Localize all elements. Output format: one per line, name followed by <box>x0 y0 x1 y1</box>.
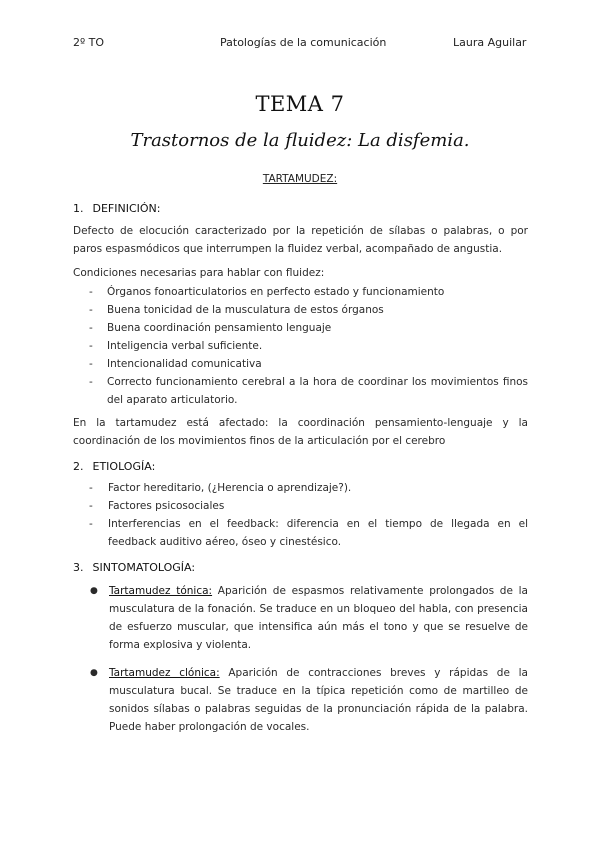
list-item: - Interferencias en el feedback: diferencia en el tiempo de llegada en el feedback auditivo aéreo, óseo y cinestésico. <box>73 515 528 551</box>
list-item: - Factor hereditario, (¿Herencia o aprendizaje?). <box>73 479 528 497</box>
topic-heading: TARTAMUDEZ: <box>262 173 338 185</box>
list-item <box>73 664 528 736</box>
section-number: 1. <box>73 202 84 215</box>
dash-marker: - <box>89 358 93 370</box>
section-heading-sintomatologia <box>73 561 195 574</box>
header-course: 2º TO <box>73 36 105 49</box>
symptoms-list <box>73 582 528 746</box>
dash-marker: - <box>89 376 93 388</box>
section-heading-etiologia <box>73 460 155 473</box>
header-author: Laura Aguilar <box>453 36 527 49</box>
section-number: 3. <box>73 561 84 574</box>
conditions-intro: Condiciones necesarias para hablar con fluidez: <box>73 267 325 279</box>
list-item: - Inteligencia verbal suficiente. <box>73 337 528 355</box>
section-heading-definicion <box>73 202 160 215</box>
page-subtitle: Trastornos de la fluidez: La disfemia. <box>130 130 470 151</box>
list-item: - Buena coordinación pensamiento lenguaje <box>73 319 528 337</box>
description-tonica: Aparición de espasmos relativamente prolongados de la musculatura de la fonación. Se traduce en un bloqueo del habla, con presencia de esfuerzo muscular, que intensifica aún más el tono y que se resuelve de forma explosiva y violenta. <box>109 585 528 651</box>
page-title: TEMA 7 <box>255 92 345 116</box>
closing-paragraph: En la tartamudez está afectado: la coordinación pensamiento-lenguaje y la coordinación de los movimientos finos de la articulación por el cerebro <box>73 417 528 447</box>
list-item <box>73 582 528 654</box>
dash-marker: - <box>89 340 93 352</box>
list-item: - Buena tonicidad de la musculatura de estos órganos <box>73 301 528 319</box>
list-item: - Intencionalidad comunicativa <box>73 355 528 373</box>
section-number: 2. <box>73 460 84 473</box>
section-title: DEFINICIÓN: <box>92 202 161 215</box>
dash-marker: - <box>89 286 93 298</box>
etiology-list <box>73 479 528 551</box>
header-subject: Patologías de la comunicación <box>220 36 387 49</box>
list-item: - Factores psicosociales <box>73 497 528 515</box>
bullet-marker: ● <box>90 586 98 596</box>
term-tonica: Tartamudez tónica: <box>109 585 213 597</box>
bullet-marker: ● <box>90 668 98 678</box>
list-item: - Correcto funcionamiento cerebral a la hora de coordinar los movimientos finos del aparato articulatorio. <box>73 373 528 409</box>
description-clonica: Aparición de contracciones breves y rápidas de la musculatura bucal. Se traduce en la típica repetición como de martilleo de sonidos sílabas o palabras seguidas de la pronunciación rápida de la palabra. Puede haber prolongación de vocales. <box>109 667 528 733</box>
definition-paragraph: Defecto de elocución caracterizado por la repetición de sílabas o palabras, o por paros espasmódicos que interrumpen la fluidez verbal, acompañado de angustia. <box>73 225 528 255</box>
conditions-list <box>73 283 528 409</box>
dash-marker: - <box>89 304 93 316</box>
term-clonica: Tartamudez clónica: <box>109 667 220 679</box>
section-title: SINTOMATOLOGÍA: <box>92 561 196 574</box>
list-item: - Órganos fonoarticulatorios en perfecto estado y funcionamiento <box>73 283 528 301</box>
dash-marker: - <box>89 482 93 494</box>
section-title: ETIOLOGÍA: <box>92 460 156 473</box>
dash-marker: - <box>89 518 93 530</box>
dash-marker: - <box>89 500 93 512</box>
dash-marker: - <box>89 322 93 334</box>
